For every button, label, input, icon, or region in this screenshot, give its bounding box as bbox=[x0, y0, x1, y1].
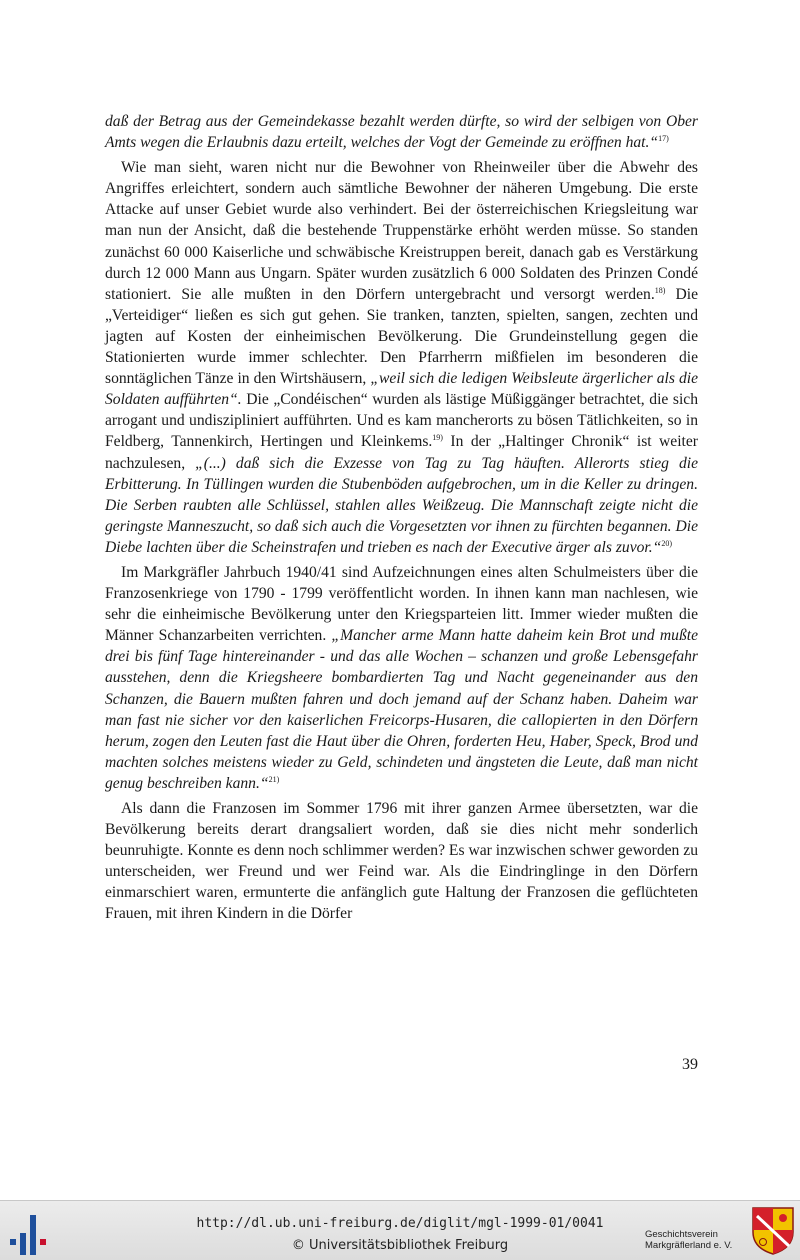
quote-text: „(...) daß sich die Exzesse von Tag zu Tag häuften. Allerorts stieg die Erbitterung. In Tüllingen wurden die Stubenböden aufgebrochen, um in die Keller zu dringen. Die Serben raubten alle Schlüssel, stahlen alles Weißzeug. Die Mannschaft zeigte nicht die geringste Manneszucht, so daß sich auch die Vorgesetzten vor ihnen zu fürchten begannen. Die Diebe lachten über die Scheinstrafen und trieben es nach der Executive ärger als zuvor.“ bbox=[105, 454, 698, 556]
paragraph-french: Als dann die Franzosen im Sommer 1796 mit ihrer ganzen Armee übersetzten, war die Bevölkerung bereits derart drangsaliert worden, daß sie dies nicht mehr sonderlich beunruhigte. Konnte es denn noch schlimmer werden? Es war inzwischen schwer geworden zu unterscheiden, wer Freund und wer Feind war. Als die Eindringlinge in den Dörfern einmarschiert waren, ermunterte die anfänglich gute Haltung der Franzosen die geflüchteten Frauen, mit ihren Kindern in die Dörfer bbox=[105, 800, 698, 923]
quote-text: daß der Betrag aus der Gemeindekasse bezahlt werden dürfte, so wird der selbigen von Ober Amts wegen die Erlaubnis dazu erteilt, welches der Vogt der Gemeinde zu eröffnen hat.“ bbox=[105, 113, 698, 152]
body-text bbox=[105, 111, 698, 929]
footnote-ref-19: 19) bbox=[432, 433, 443, 443]
permalink-url[interactable]: http://dl.ub.uni-freiburg.de/diglit/mgl-1999-01/0041 bbox=[196, 1216, 604, 1231]
paragraph-jahrbuch: Im Markgräfler Jahrbuch 1940/41 sind Aufzeichnungen eines alten Schulmeisters über die Franzosenkriege von 1790 - 1799 veröffentlicht worden. In ihnen kann man nachlesen, wie sehr die einheimische Bevölkerung unter den Kriegsparteien litt. Immer wieder mußten die Männer Schanzarbeiten verrichten. „Mancher arme Mann hatte daheim kein Brot und mußte drei bis fünf Tage hintereinander - und das alle Wochen – schanzen und große Lebensgefahr ausstehen, denn die Kriegsheere bombardierten Tag und Nacht gegeneinander aus den Schanzen, die Bauern mußten fahren und doch jemand auf der Schanz haben. Daheim war man fast nie sicher vor den kaiserlichen Freicorps-Husaren, die callopierten in den Dörfern herum, zogen den Leuten fast die Haut über die Ohren, forderten Heu, Haber, Speck, Brod und machten solches meistens wieder zu Geld, schindeten und ängsteten die Leute, daß man nicht genug beschreiben kann.“$^{21)}$ bbox=[105, 563, 698, 792]
paragraph-defense: Wie man sieht, waren nicht nur die Bewohner von Rheinweiler über die Abwehr des Angriffes erleichtert, sondern auch sämtliche Bewohner der näheren Umgebung. Die erste Attacke auf unser Gebiet wurde also verhindert. Bei der österreichischen Kriegsleitung war man nun der Ansicht, daß die bestehende Truppenstärke erhöht werden müsse. So standen zunächst 60 000 Kaiserliche und schwäbische Kreistruppen bereit, danach gab es Verstärkung durch 12 000 Mann aus Ungarn. Später wurden zusätzlich 6 000 Soldaten des Prinzen Condé stationiert. Sie alle mußten in den Dörfern untergebracht und versorgt werden.$^{18)}$ Die „Verteidiger“ ließen es sich gut gehen. Sie tranken, tanzten, spielten, sangen, zechten und jagten auf Kosten der einheimischen Bevölkerung. Die Grundeinstellung gegen die Stationierten wurde immer schlechter. Den Pfarrherrn mißfielen im besonderen die sonntäglichen Tänze in den Wirtshäusern, „weil sich die ledigen Weibsleute ärgerlicher als die Soldaten aufführten“. Die „Condéischen“ wurden als lästige Müßiggänger betrachtet, die sich arrogant und undiszipliniert aufführten. Und es kam mancherorts zu bösen Tätlichkeiten, so in Feldberg, Tannenkirch, Hertingen und Kleinkems.$^{19)}$ In der „Haltinger Chronik“ ist weiter nachzulesen, „(...) daß sich die Exzesse von Tag zu Tag häuften. Allerorts stieg die Erbitterung. In Tüllingen wurden die Stubenböden aufgebrochen, um in die Keller zu dringen. Die Serben raubten alle Schlüssel, stahlen alles Weißzeug. Die Mannschaft zeigte nicht die geringste Manneszucht, so daß sich auch die Vorgesetzten vor ihnen zu fürchten begannen. Die Diebe lachten über die Scheinstrafen und trieben es nach der Executive ärger als zuvor.“$^{20)}$ bbox=[105, 159, 699, 556]
quote-text: „Mancher arme Mann hatte daheim kein Brot und mußte drei bis fünf Tage hintereinander - und das alle Wochen – schanzen und große Lebensgefahr ausstehen, denn die Kriegsheere bombardierten Tag und Nacht gegeneinander aus den Schanzen, die Bauern mußten fahren und doch jemand auf der Schanz haben. Daheim war man fast nie sicher vor den kaiserlichen Freicorps-Husaren, die callopierten in den Dörfern herum, zogen den Leuten fast die Haut über die Ohren, forderten Heu, Haber, Speck, Brod und machten solches meistens wieder zu Geld, schindeten und ängsteten die Leute, daß man nicht genug beschreiben kann.“ bbox=[105, 627, 698, 792]
paragraph-quote-end bbox=[105, 111, 698, 153]
quote-text: „weil sich die ledigen Weibsleute ärgerlicher als die Soldaten aufführten“. bbox=[105, 370, 698, 409]
footnote-ref-20: 20) bbox=[661, 538, 673, 548]
footnote-ref-21: 21) bbox=[268, 774, 280, 784]
footnote-ref-17: 17) bbox=[658, 134, 669, 144]
page-number: 39 bbox=[682, 1056, 698, 1073]
copyright-notice: © Universitätsbibliothek Freiburg bbox=[291, 1238, 509, 1253]
society-name: Geschichtsverein Markgräflerland e. V. bbox=[645, 1229, 733, 1251]
footnote-ref-18: 18) bbox=[654, 285, 666, 295]
footer-bar bbox=[0, 1200, 800, 1260]
society-crest-icon bbox=[751, 1206, 795, 1256]
